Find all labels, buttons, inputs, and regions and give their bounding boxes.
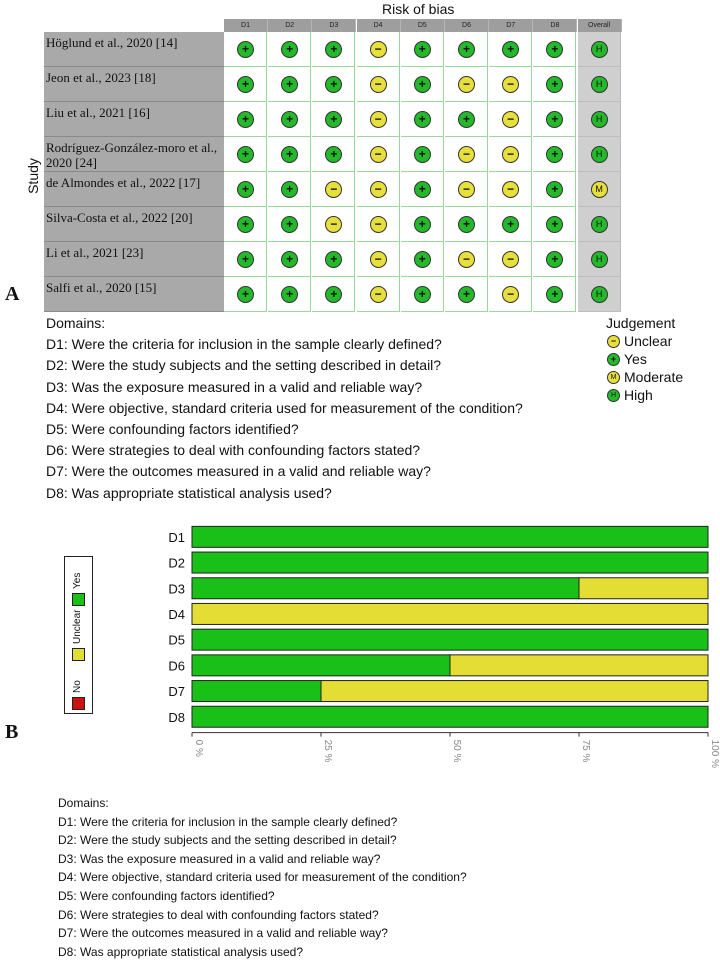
yes-judgement-icon: + <box>546 216 563 233</box>
bar-segment-yes <box>192 526 708 547</box>
moderate-judgement-icon: M <box>591 181 608 198</box>
yes-judgement-icon: + <box>237 251 254 268</box>
unclear-judgement-icon: − <box>370 111 387 128</box>
high-judgement-icon: H <box>591 41 608 58</box>
judgement-yes-label: Yes <box>624 351 647 367</box>
x-tick-label: 0 % <box>193 739 204 757</box>
high-judgement-icon: H <box>591 146 608 163</box>
bar-segment-unclear <box>192 603 708 624</box>
study-name: Silva-Costa et al., 2022 [20] <box>44 207 224 242</box>
domain-d3: D3: Was the exposure measured in a valid and reliable way? <box>46 378 423 395</box>
high-judgement-icon: H <box>591 111 608 128</box>
domains-list-b <box>58 794 467 961</box>
yes-judgement-icon: + <box>414 216 431 233</box>
domain-b-d4: D4: Were objective, standard criteria used for measurement of the condition? <box>58 870 467 885</box>
unclear-judgement-icon: − <box>502 146 519 163</box>
high-judgement-icon: H <box>591 76 608 93</box>
legend-unclear-label: Unclear <box>72 609 83 644</box>
domain-b-d1: D1: Were the criteria for inclusion in the sample clearly defined? <box>58 814 398 829</box>
category-label: D8 <box>168 709 185 725</box>
yes-judgement-icon: + <box>237 181 254 198</box>
yes-judgement-icon: + <box>458 216 475 233</box>
domain-b-d8: D8: Was appropriate statistical analysis used? <box>58 944 304 959</box>
judgement-high-label: High <box>624 387 653 403</box>
high-judgement-icon: H <box>591 251 608 268</box>
panel-a-label: A <box>5 283 20 305</box>
study-name: Rodríguez-González-moro et al., 2020 [24] <box>44 137 224 172</box>
unclear-judgement-icon: − <box>502 251 519 268</box>
yes-judgement-icon: + <box>281 251 298 268</box>
yes-judgement-icon: + <box>546 76 563 93</box>
x-tick-label: 25 % <box>322 739 333 763</box>
bar-segment-yes <box>192 552 708 573</box>
category-label: D2 <box>168 555 185 571</box>
category-label: D4 <box>168 606 185 622</box>
study-axis-label: Study <box>25 158 41 194</box>
domain-b-d5: D5: Were confounding factors identified? <box>58 888 275 903</box>
yes-judgement-icon: + <box>502 216 519 233</box>
yes-judgement-icon: + <box>281 216 298 233</box>
legend-no-label: No <box>72 680 83 693</box>
judgement-unclear-label: Unclear <box>624 333 673 349</box>
yes-judgement-icon: + <box>281 146 298 163</box>
unclear-judgement-icon: − <box>325 216 342 233</box>
study-name: Li et al., 2021 [23] <box>44 242 224 277</box>
yes-judgement-icon: + <box>281 41 298 58</box>
domain-d5: D5: Were confounding factors identified? <box>46 421 299 438</box>
judgement-moderate-label: Moderate <box>624 369 684 385</box>
yes-judgement-icon: + <box>237 286 254 303</box>
yes-judgement-icon: + <box>546 41 563 58</box>
unclear-judgement-icon: − <box>370 41 387 58</box>
unclear-dot-icon: − <box>607 335 620 348</box>
bar-segment-yes <box>192 706 708 727</box>
domains-title: Domains: <box>46 315 106 331</box>
yes-judgement-icon: + <box>546 181 563 198</box>
yes-judgement-icon: + <box>546 286 563 303</box>
domains-title-b: Domains: <box>58 796 109 810</box>
column-header-overall: Overall <box>578 19 622 32</box>
bar-segment-unclear <box>579 578 708 599</box>
yes-judgement-icon: + <box>458 111 475 128</box>
high-judgement-icon: H <box>591 286 608 303</box>
unclear-judgement-icon: − <box>502 76 519 93</box>
high-judgement-icon: H <box>591 216 608 233</box>
category-label: D5 <box>168 632 185 648</box>
yes-judgement-icon: + <box>237 111 254 128</box>
category-label: D7 <box>168 684 185 700</box>
unclear-judgement-icon: − <box>325 181 342 198</box>
bar-segment-unclear <box>321 681 708 702</box>
panel-b-label: B <box>5 721 19 743</box>
yes-judgement-icon: + <box>281 76 298 93</box>
moderate-dot-icon: M <box>607 371 620 384</box>
unclear-judgement-icon: − <box>370 76 387 93</box>
legend-yes-label: Yes <box>72 572 83 589</box>
bar-segment-yes <box>192 655 450 676</box>
yes-judgement-icon: + <box>414 146 431 163</box>
yes-judgement-icon: + <box>237 146 254 163</box>
domain-b-d7: D7: Were the outcomes measured in a valid and reliable way? <box>58 926 388 941</box>
yes-judgement-icon: + <box>414 111 431 128</box>
unclear-judgement-icon: − <box>458 146 475 163</box>
domain-d2: D2: Were the study subjects and the setting described in detail? <box>46 357 442 374</box>
unclear-judgement-icon: − <box>502 111 519 128</box>
yes-judgement-icon: + <box>281 181 298 198</box>
yes-judgement-icon: + <box>414 251 431 268</box>
unclear-judgement-icon: − <box>370 286 387 303</box>
x-tick-label: 100 % <box>709 739 720 768</box>
yes-judgement-icon: + <box>414 76 431 93</box>
study-name: Höglund et al., 2020 [14] <box>44 32 224 67</box>
unclear-judgement-icon: − <box>370 146 387 163</box>
yes-judgement-icon: + <box>281 286 298 303</box>
yes-judgement-icon: + <box>281 111 298 128</box>
yes-judgement-icon: + <box>325 146 342 163</box>
domain-d7: D7: Were the outcomes measured in a valid and reliable way? <box>46 463 431 480</box>
yes-judgement-icon: + <box>546 111 563 128</box>
column-header-d8: D8 <box>533 19 577 32</box>
study-name: de Almondes et al., 2022 [17] <box>44 172 224 207</box>
bar-segment-yes <box>192 578 579 599</box>
unclear-judgement-icon: − <box>370 251 387 268</box>
yes-judgement-icon: + <box>325 41 342 58</box>
study-name: Liu et al., 2021 [16] <box>44 102 224 137</box>
yes-judgement-icon: + <box>414 41 431 58</box>
unclear-judgement-icon: − <box>458 76 475 93</box>
category-label: D6 <box>168 658 185 674</box>
domain-d4: D4: Were objective, standard criteria used for measurement of the condition? <box>46 399 523 416</box>
yes-judgement-icon: + <box>414 286 431 303</box>
yes-judgement-icon: + <box>237 41 254 58</box>
yes-judgement-icon: + <box>458 286 475 303</box>
yes-judgement-icon: + <box>237 216 254 233</box>
unclear-judgement-icon: − <box>458 251 475 268</box>
bar-segment-unclear <box>450 655 708 676</box>
x-tick-label: 75 % <box>580 739 591 763</box>
risk-of-bias-title: Risk of bias <box>382 1 455 17</box>
domain-d6: D6: Were strategies to deal with confounding factors stated? <box>46 442 421 459</box>
yes-judgement-icon: + <box>325 286 342 303</box>
x-tick-label: 50 % <box>451 739 462 763</box>
study-name: Jeon et al., 2023 [18] <box>44 67 224 102</box>
unclear-judgement-icon: − <box>458 181 475 198</box>
category-label: D1 <box>168 529 185 545</box>
unclear-judgement-icon: − <box>370 181 387 198</box>
column-header-d1: D1 <box>224 19 268 32</box>
domain-d1: D1: Were the criteria for inclusion in the sample clearly defined? <box>46 336 442 353</box>
bar-segment-yes <box>192 629 708 650</box>
yes-judgement-icon: + <box>325 251 342 268</box>
yes-judgement-icon: + <box>325 76 342 93</box>
unclear-judgement-icon: − <box>502 286 519 303</box>
domain-b-d2: D2: Were the study subjects and the setting described in detail? <box>58 833 397 848</box>
yes-judgement-icon: + <box>546 146 563 163</box>
column-header-d4: D4 <box>357 19 401 32</box>
column-header-d2: D2 <box>268 19 312 32</box>
column-header-d6: D6 <box>445 19 489 32</box>
unclear-judgement-icon: − <box>370 216 387 233</box>
yes-judgement-icon: + <box>502 41 519 58</box>
category-label: D3 <box>168 581 185 597</box>
unclear-judgement-icon: − <box>502 181 519 198</box>
bar-segment-yes <box>192 681 321 702</box>
yes-judgement-icon: + <box>458 41 475 58</box>
column-header-d7: D7 <box>489 19 533 32</box>
domain-d8: D8: Was appropriate statistical analysis used? <box>46 484 332 501</box>
study-name: Salfi et al., 2020 [15] <box>44 277 224 312</box>
yes-judgement-icon: + <box>237 76 254 93</box>
domain-b-d3: D3: Was the exposure measured in a valid and reliable way? <box>58 851 381 866</box>
judgement-legend-title: Judgement <box>606 315 676 331</box>
yes-judgement-icon: + <box>414 181 431 198</box>
yes-judgement-icon: + <box>546 251 563 268</box>
domain-b-d6: D6: Were strategies to deal with confounding factors stated? <box>58 907 379 922</box>
yes-dot-icon: + <box>607 353 620 366</box>
column-header-d5: D5 <box>401 19 445 32</box>
column-header-d3: D3 <box>312 19 356 32</box>
high-dot-icon: H <box>607 389 620 402</box>
yes-judgement-icon: + <box>325 111 342 128</box>
